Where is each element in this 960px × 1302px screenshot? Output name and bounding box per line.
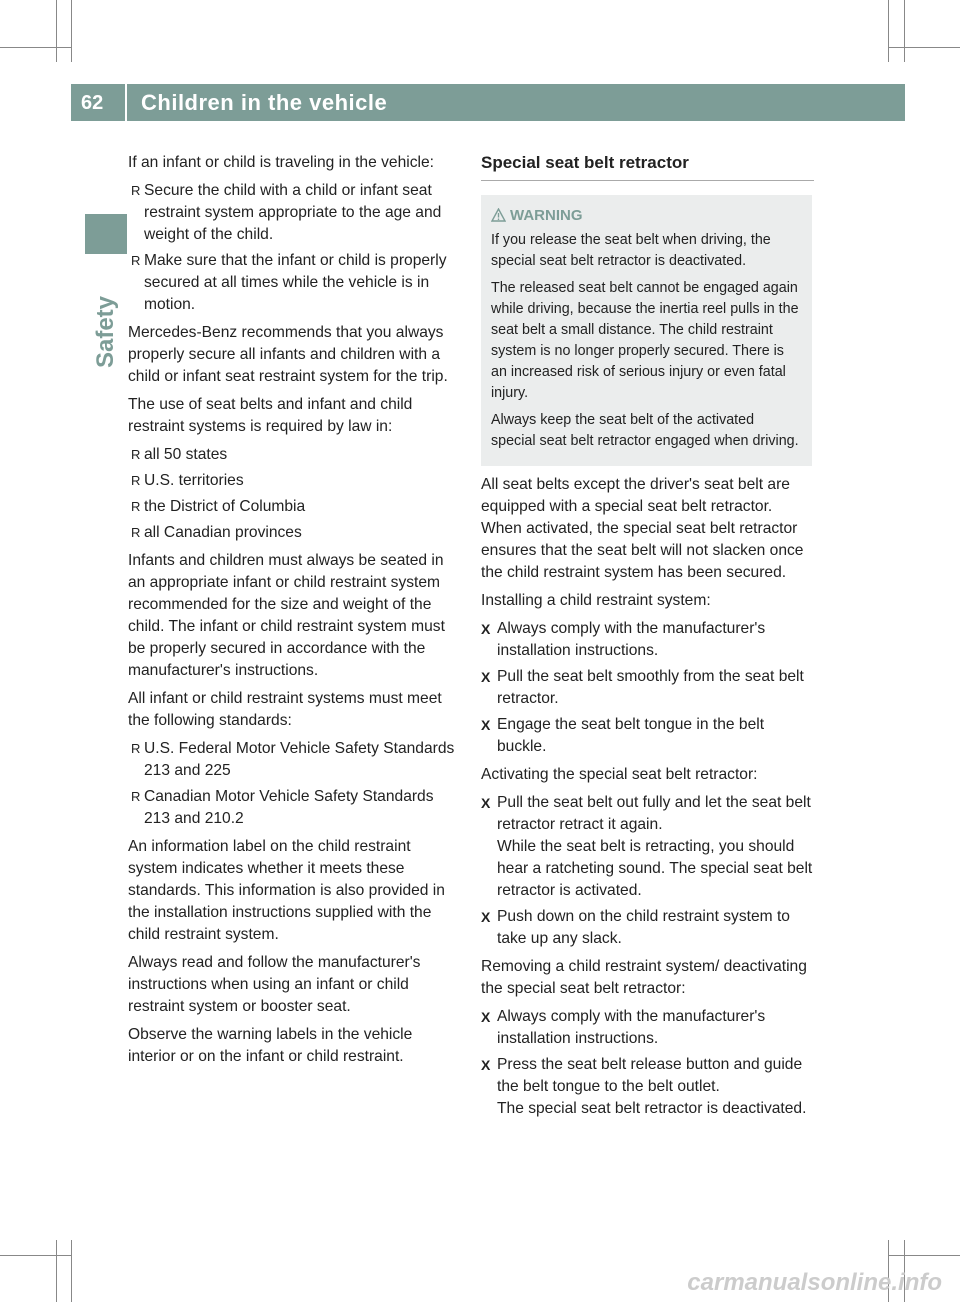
crop-mark: [904, 0, 905, 62]
section-heading: Special seat belt retractor: [481, 152, 814, 181]
activating-intro: Activating the special seat belt retractor:: [481, 766, 758, 783]
crop-mark: [71, 0, 72, 62]
law-intro-text: The use of seat belts and infant and child restraint systems is required by law in:: [128, 396, 413, 435]
warning-paragraph: Always keep the seat belt of the activated special seat belt retractor engaged when driving.: [491, 412, 799, 449]
list-item: R the District of Columbia: [128, 496, 461, 518]
equipped-text: All seat belts except the driver's seat belt are equipped with a special seat belt retractor. When activated, the special seat belt retractor ensures that the seat belt will not slacken once the child restraint system has been secured.: [481, 476, 804, 581]
step-result: The special seat belt retractor is deactivated.: [497, 1100, 807, 1117]
removing-step-list: [481, 1006, 814, 1120]
placement-text: Infants and children must always be seated in an appropriate infant or child restraint system recommended for the size and weight of the child. The infant or child restraint system must be properly secured in accordance with the manufacturer's instructions.: [128, 552, 445, 679]
step-text: Pull the seat belt out fully and let the seat belt retractor retract it again.: [497, 794, 811, 833]
instruction-step: [481, 792, 814, 902]
intro-bullet-list: [128, 180, 461, 316]
warning-title: [491, 205, 802, 226]
law-bullet-list: [128, 444, 461, 544]
list-item: R Canadian Motor Vehicle Safety Standards 213 and 210.2: [128, 786, 461, 830]
step-text: Press the seat belt release button and guide the belt tongue to the belt outlet.: [497, 1056, 803, 1095]
crop-mark: [888, 47, 960, 48]
crop-mark: [71, 1240, 72, 1302]
right-column: [481, 152, 814, 1126]
standards-bullet-list: [128, 738, 461, 830]
step-result: While the seat belt is retracting, you should hear a ratcheting sound. The special seat belt retractor is activated.: [497, 838, 813, 899]
installing-step-list: [481, 618, 814, 758]
read-follow-text: Always read and follow the manufacturer's instructions when using an infant or child restraint system or booster seat.: [128, 954, 421, 1015]
removing-intro: Removing a child restraint system/ deactivating the special seat belt retractor:: [481, 958, 807, 997]
instruction-step: X Push down on the child restraint system to take up any slack.: [481, 906, 814, 950]
crop-mark: [888, 1255, 960, 1256]
warning-box: [481, 195, 812, 466]
list-item: R Secure the child with a child or infant seat restraint system appropriate to the age and weight of the child.: [128, 180, 461, 246]
left-column: [128, 152, 461, 1074]
list-item: R U.S. territories: [128, 470, 461, 492]
list-item: R all 50 states: [128, 444, 461, 466]
page-number: 62: [81, 92, 104, 114]
installing-intro: Installing a child restraint system:: [481, 592, 711, 609]
crop-mark: [56, 1240, 57, 1302]
activating-step-list: [481, 792, 814, 950]
section-label: Safety: [92, 295, 119, 369]
warning-title-text: WARNING: [510, 207, 583, 224]
header-divider: [125, 84, 127, 121]
list-item: R all Canadian provinces: [128, 522, 461, 544]
section-tab-marker: [85, 214, 127, 254]
crop-mark: [56, 0, 57, 62]
recommendation-text: Mercedes-Benz recommends that you always properly secure all infants and children with a child or infant seat restraint system for the trip.: [128, 324, 448, 385]
instruction-step: X Always comply with the manufacturer's installation instructions.: [481, 618, 814, 662]
instruction-step: X Always comply with the manufacturer's installation instructions.: [481, 1006, 814, 1050]
observe-text: Observe the warning labels in the vehicle interior or on the infant or child restraint.: [128, 1026, 413, 1065]
warning-triangle-icon: [491, 208, 506, 222]
list-item: R U.S. Federal Motor Vehicle Safety Standards 213 and 225: [128, 738, 461, 782]
standards-intro-text: All infant or child restraint systems must meet the following standards:: [128, 690, 442, 729]
warning-paragraph: If you release the seat belt when driving, the special seat belt retractor is deactivated.: [491, 232, 771, 269]
watermark: carmanualsonline.info: [687, 1269, 942, 1296]
info-label-text: An information label on the child restraint system indicates whether it meets these standards. This information is also provided in the installation instructions supplied with the child restraint system.: [128, 838, 445, 943]
chapter-title: Children in the vehicle: [141, 90, 388, 115]
crop-mark: [888, 0, 889, 62]
list-item: R Make sure that the infant or child is properly secured at all times while the vehicle is in motion.: [128, 250, 461, 316]
crop-mark: [0, 47, 72, 48]
crop-mark: [0, 1255, 72, 1256]
intro-text: If an infant or child is traveling in the vehicle:: [128, 154, 434, 171]
instruction-step: X Engage the seat belt tongue in the belt buckle.: [481, 714, 814, 758]
instruction-step: X Pull the seat belt smoothly from the seat belt retractor.: [481, 666, 814, 710]
warning-paragraph: The released seat belt cannot be engaged again while driving, because the inertia reel pulls in the seat belt a small distance. The child restraint system is no longer properly secured. There is an increased risk of serious injury or even fatal injury.: [491, 280, 799, 401]
instruction-step: [481, 1054, 814, 1120]
